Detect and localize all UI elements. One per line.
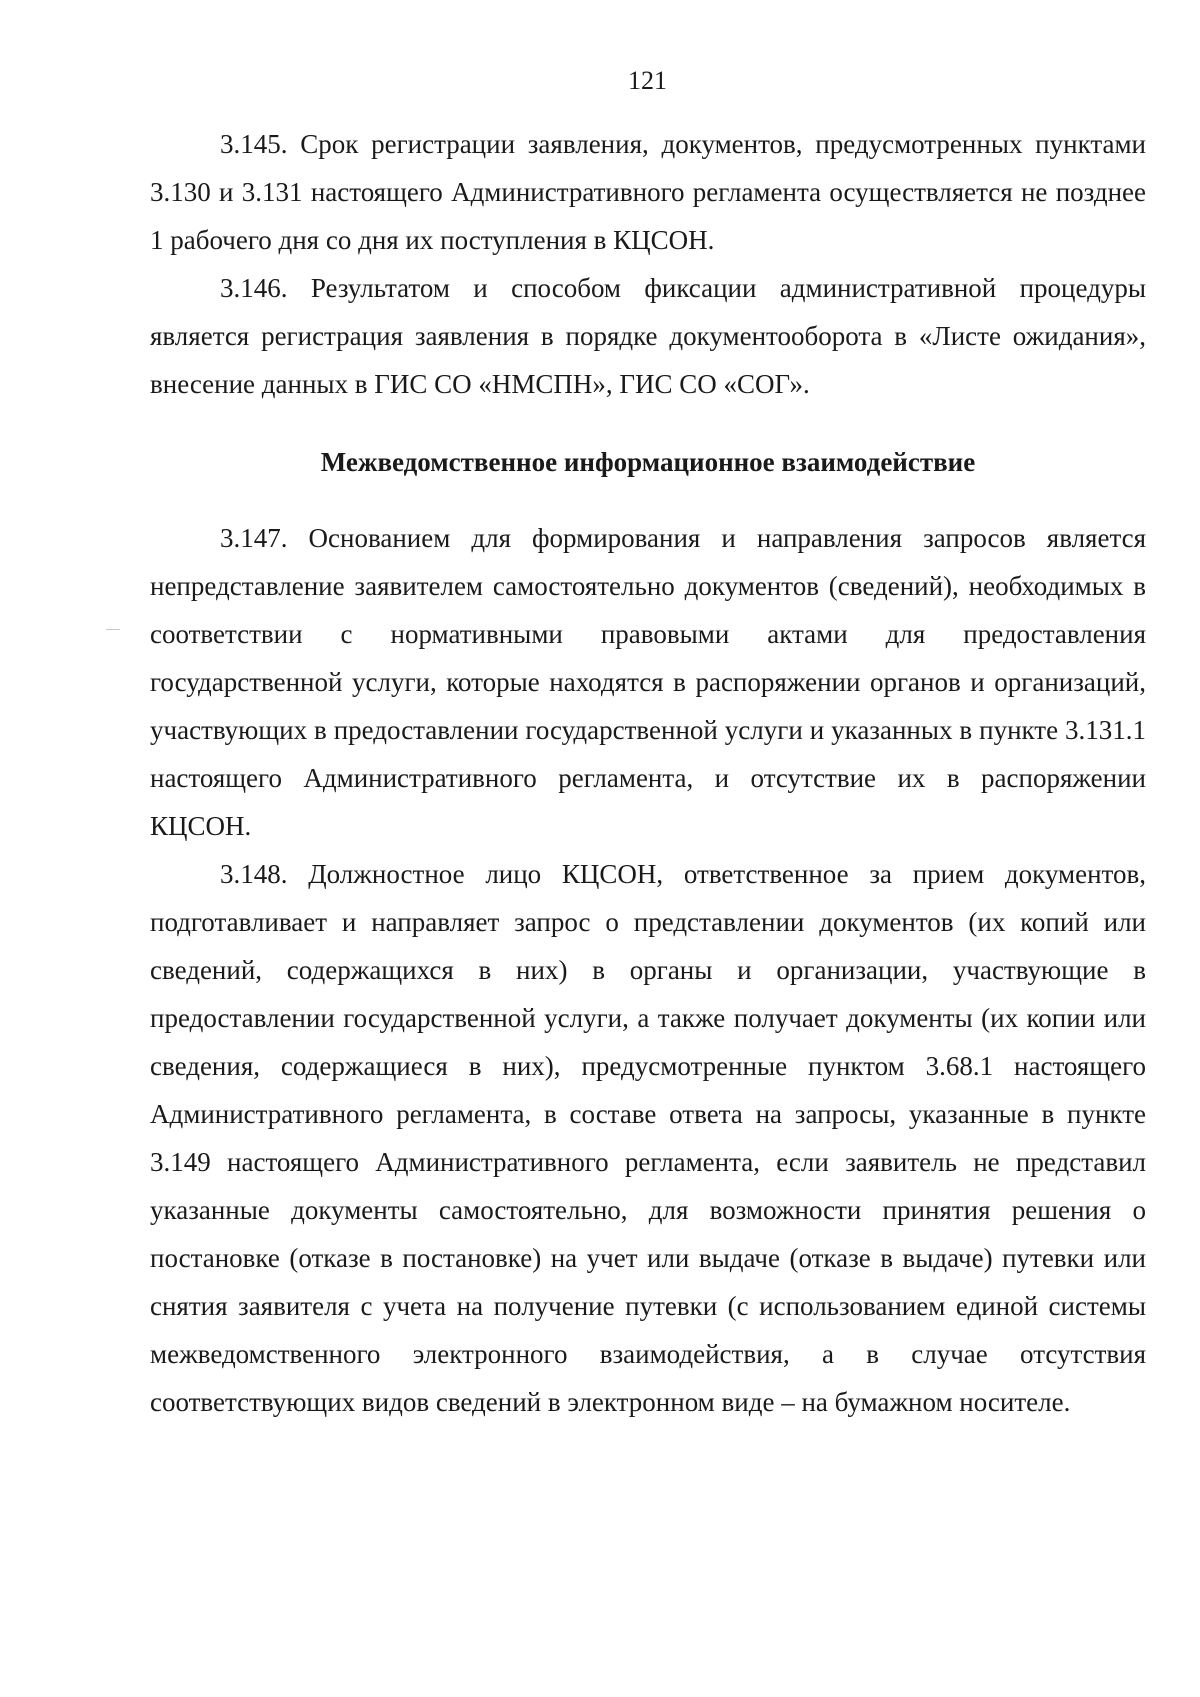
margin-mark: [106, 629, 120, 630]
section-heading: Межведомственное информационное взаимодействие: [320, 447, 976, 477]
document-body: [150, 120, 1146, 1426]
page-number: 121: [628, 66, 667, 95]
paragraph-3-148: 3.148. Должностное лицо КЦСОН, ответственное за прием документов, подготавливает и направляет запрос о представлении документов (их копий или сведений, содержащихся в них) в органы и организации, участвующие в предоставлении государственной услуги, а также получает документы (их копии или сведения, содержащиеся в них), предусмотренные пунктом 3.68.1 настоящего Административного регламента, в составе ответа на запросы, указанные в пункте 3.149 настоящего Административного регламента, если заявитель не представил указанные документы самостоятельно, для возможности принятия решения о постановке (отказе в постановке) на учет или выдаче (отказе в выдаче) путевки или снятия заявителя с учета на получение путевки (с использованием единой системы межведомственного электронного взаимодействия, а в случае отсутствия соответствующих видов сведений в электронном виде – на бумажном носителе.: [150, 859, 1146, 1417]
paragraph-3-146: 3.146. Результатом и способом фиксации административной процедуры является регистрация заявления в порядке документооборота в «Листе ожидания», внесение данных в ГИС СО «НМСПН», ГИС СО «СОГ».: [150, 273, 1146, 399]
paragraph-3-145: 3.145. Срок регистрации заявления, документов, предусмотренных пунктами 3.130 и 3.131 настоящего Административного регламента осуществляется не позднее 1 рабочего дня со дня их поступления в КЦСОН.: [150, 129, 1146, 255]
paragraph-3-147: 3.147. Основанием для формирования и направления запросов является непредставление заявителем самостоятельно документов (сведений), необходимых в соответствии с нормативными правовыми актами для предоставления государственной услуги, которые находятся в распоряжении органов и организаций, участвующих в предоставлении государственной услуги и указанных в пункте 3.131.1 настоящего Административного регламента, и отсутствие их в распоряжении КЦСОН.: [150, 523, 1146, 841]
